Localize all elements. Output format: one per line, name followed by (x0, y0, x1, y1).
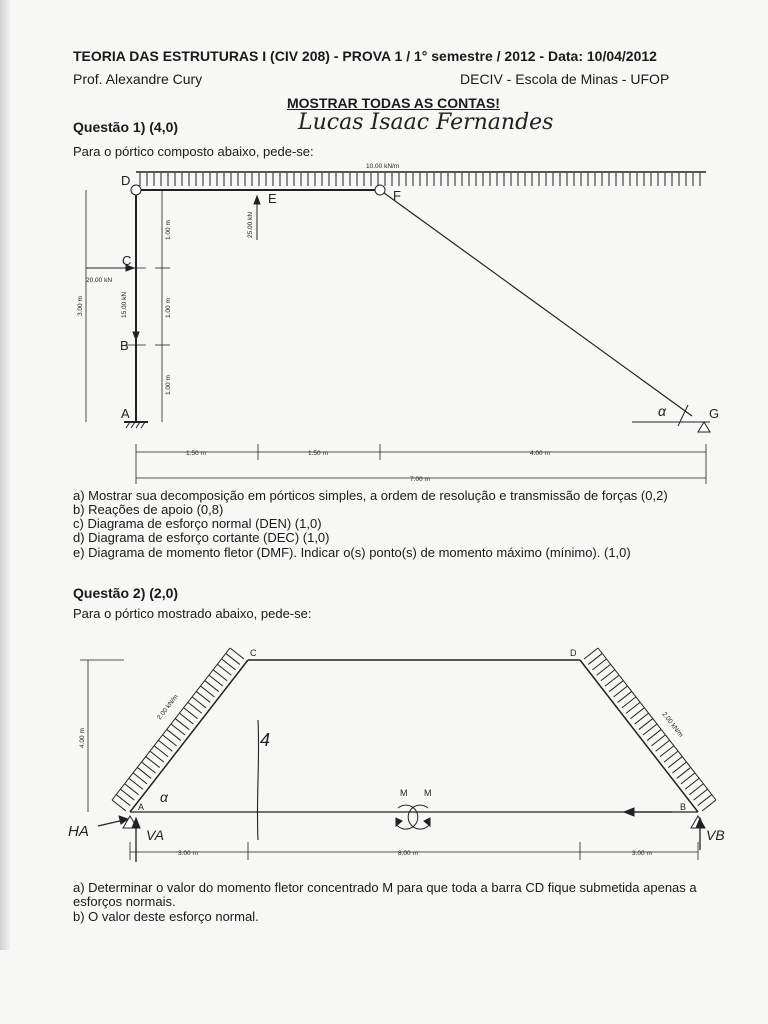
force-e-label: 25.00 kN (247, 211, 254, 238)
load-hatch (626, 702, 640, 713)
load-hatch (171, 724, 185, 735)
load-hatch (643, 724, 657, 735)
hand-note-vb: VB (706, 827, 725, 843)
load-hatch (158, 740, 172, 751)
load-hatch (694, 789, 708, 800)
load-hatch (689, 784, 703, 795)
load-hatch (698, 795, 712, 806)
force-c-label: 20.00 kN (86, 277, 113, 284)
q2-node-a-label: A (138, 802, 145, 812)
load-hatch (150, 751, 164, 762)
q2-node-c-label: C (250, 648, 257, 658)
load-hatch (116, 795, 130, 806)
dim-h3-label: 4.00 m (530, 450, 550, 457)
q2-node-d-label: D (570, 648, 577, 658)
load-hatch (209, 675, 223, 686)
load-hatch (137, 767, 151, 778)
load-hatch (584, 648, 598, 659)
load-hatch (196, 691, 210, 702)
question-2-intro: Para o pórtico mostrado abaixo, pede-se: (73, 606, 312, 621)
load-hatch (660, 746, 674, 757)
dim-height-label: 3.00 m (77, 296, 84, 316)
dim-seg1-label: 1.00 m (165, 220, 172, 240)
load-hatch (651, 735, 665, 746)
load-hatch (129, 778, 143, 789)
load-hatch (656, 740, 670, 751)
load-hatch (639, 719, 653, 730)
node-f-label: F (393, 188, 401, 203)
load-hatch (609, 681, 623, 692)
question-1-title: Questão 1) (4,0) (73, 119, 179, 135)
hand-note-alpha: α (160, 789, 168, 805)
load-hatch (614, 686, 628, 697)
node-g-label: G (709, 406, 720, 421)
load-hatch (668, 757, 682, 768)
load-hatch (188, 702, 202, 713)
dim-seg2-label: 1.00 m (165, 298, 172, 318)
q2-dim-right-label: 3.00 m (632, 850, 652, 857)
hand-note-ha: HA (68, 823, 89, 840)
load-hatch (677, 767, 691, 778)
alpha-mark: α (658, 403, 666, 419)
hand-note-va: VA (146, 827, 164, 843)
load-hatch (685, 778, 699, 789)
load-hatch (635, 713, 649, 724)
load-hatch (618, 691, 632, 702)
q2-load-right-label: 2.00 kN/m (660, 710, 685, 739)
q2-load-left-label: 2.00 kN/m (156, 693, 180, 722)
hand-note-four: 4 (260, 730, 271, 750)
student-signature: Lucas Isaac Fernandes (298, 110, 554, 135)
load-hatch (120, 789, 134, 800)
load-hatch (592, 659, 606, 670)
q1-item-b: b) Reações de apoio (0,8) (73, 502, 224, 517)
dim-total-label: 7.00 m (410, 476, 430, 483)
q2-item-b: b) O valor deste esforço normal. (73, 909, 259, 924)
load-hatch (230, 648, 244, 659)
moment-left-label: M (400, 788, 408, 798)
question-2-title: Questão 2) (2,0) (73, 585, 179, 601)
force-b-label: 15.00 kN (121, 291, 128, 318)
load-hatch (184, 708, 198, 719)
load-hatch (601, 670, 615, 681)
q1-item-d: d) Diagrama de esforço cortante (DEC) (1,0) (73, 530, 330, 545)
node-a-label: A (121, 406, 130, 421)
q2-dim-height-label: 4.00 m (79, 728, 86, 748)
q1-item-e: e) Diagrama de momento fletor (DMF). Indicar o(s) ponto(s) de momento máximo (mínimo). (1,0) (73, 545, 631, 560)
load-hatch (201, 686, 215, 697)
load-hatch (622, 697, 636, 708)
dim-h2-label: 1.50 m (308, 450, 328, 457)
moment-right-label: M (424, 788, 432, 798)
load-hatch (167, 729, 181, 740)
q1-item-a: a) Mostrar sua decomposição em pórticos simples, a ordem de resolução e transmissão de forças (0,2) (73, 488, 668, 503)
node-c-label: C (122, 253, 132, 268)
load-hatch (112, 800, 126, 811)
load-hatch (154, 746, 168, 757)
load-hatch (588, 653, 602, 664)
load-hatch (630, 708, 644, 719)
load-hatch (142, 762, 156, 773)
load-hatch (179, 713, 193, 724)
load-hatch (597, 664, 611, 675)
load-hatch (226, 653, 240, 664)
q2-item-a: a) Determinar o valor do momento fletor concentrado M para que toda a barra CD fique submetida apenas a (73, 880, 697, 895)
node-e-label: E (268, 191, 277, 206)
load-hatch (605, 675, 619, 686)
q2-dim-left-label: 3.00 m (178, 850, 198, 857)
load-hatch (647, 729, 661, 740)
q2-dim-mid-label: 8.00 m (398, 850, 418, 857)
load-hatch (146, 757, 160, 768)
load-hatch (664, 751, 678, 762)
load-hatch (217, 664, 231, 675)
dim-h1-label: 1.50 m (186, 450, 206, 457)
dim-seg3-label: 1.00 m (165, 375, 172, 395)
exam-title: TEORIA DAS ESTRUTURAS I (CIV 208) - PROVA 1 / 1° semestre / 2012 - Data: 10/04/2012 (73, 48, 657, 64)
department-name: DECIV - Escola de Minas - UFOP (460, 71, 670, 87)
load-hatch (175, 719, 189, 730)
load-hatch (163, 735, 177, 746)
q2-item-a-continued: esforços normais. (73, 894, 176, 909)
load-hatch (213, 670, 227, 681)
load-hatch (681, 773, 695, 784)
load-hatch (702, 800, 716, 811)
node-b-label: B (120, 338, 129, 353)
load-hatch (125, 784, 139, 795)
q1-item-c: c) Diagrama de esforço normal (DEN) (1,0) (73, 516, 322, 531)
instruction-heading: MOSTRAR TODAS AS CONTAS! (287, 95, 500, 111)
question-1-intro: Para o pórtico composto abaixo, pede-se: (73, 144, 314, 159)
load-hatch (133, 773, 147, 784)
load-label: 10.00 kN/m (366, 163, 400, 170)
load-hatch (205, 681, 219, 692)
load-hatch (673, 762, 687, 773)
load-hatch (192, 697, 206, 708)
node-d-label: D (121, 173, 131, 188)
load-hatch (222, 659, 236, 670)
professor-name: Prof. Alexandre Cury (73, 71, 203, 87)
q2-node-b-label: B (680, 802, 687, 812)
